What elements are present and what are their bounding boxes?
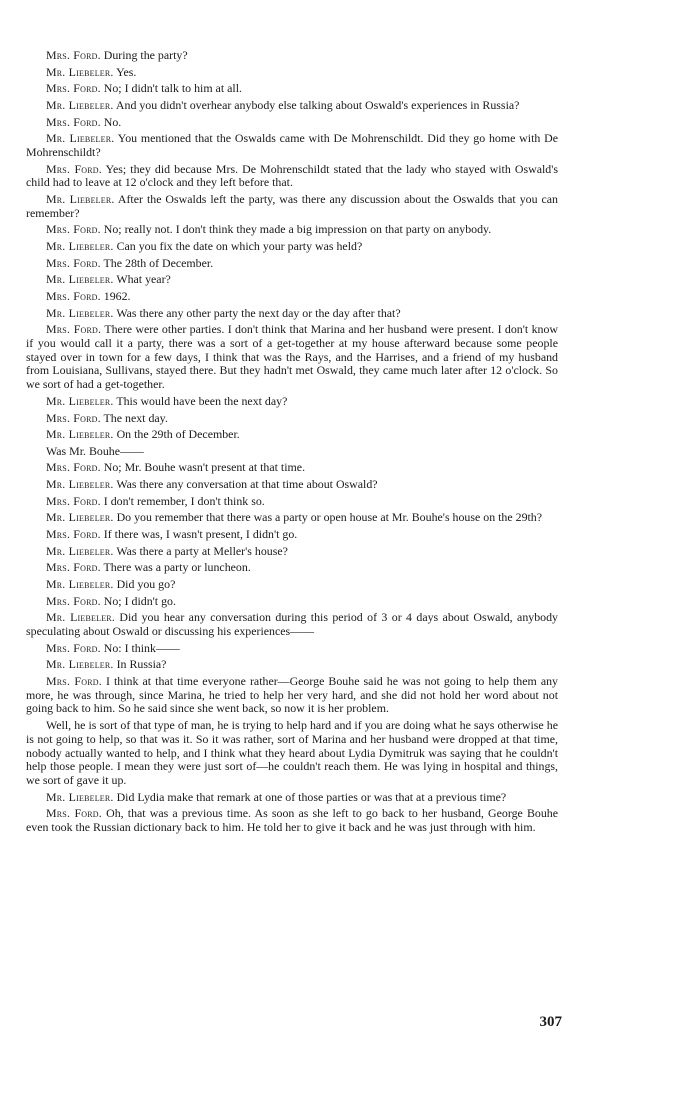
speech-text: After the Oswalds left the party, was there any discussion about the Oswalds that you can remember? xyxy=(26,191,558,220)
speech-text: Yes; they did because Mrs. De Mohrenschildt stated that the lady who stayed with Oswald's child had to leave at 12 o'clock and they left before that. xyxy=(26,161,559,190)
paragraph-28 xyxy=(26,595,558,609)
speech-text: And you didn't overhear anybody else talking about Oswald's experiences in Russia? xyxy=(115,97,520,112)
speaker-label: Mrs. Ford. xyxy=(46,322,102,337)
paragraph-31 xyxy=(26,658,558,672)
paragraph-1 xyxy=(26,49,558,63)
speaker-label: Mrs. Ford. xyxy=(46,493,101,508)
speech-text: No; I didn't talk to him at all. xyxy=(103,81,242,96)
paragraph-27 xyxy=(26,578,558,592)
speaker-label: Mrs. Ford. xyxy=(46,560,101,575)
paragraph-15 xyxy=(26,323,558,392)
speech-text: No; really not. I don't think they made a big impression on that party on anybody. xyxy=(103,222,492,237)
speech-text: Yes. xyxy=(116,64,137,79)
paragraph-21 xyxy=(26,478,558,492)
paragraph-7 xyxy=(26,163,558,191)
speech-text: Was Mr. Bouhe—— xyxy=(46,443,144,458)
speech-text: You mentioned that the Oswalds came with De Mohrenschildt. Did they go home with De Mohrenschildt? xyxy=(26,131,558,159)
speech-text: During the party? xyxy=(103,48,188,62)
speech-text: Well, he is sort of that type of man, he is trying to help hard and if you are doing what he says otherwise he is not going to help, so that was it. So it was rather, sort of Marina and her husband were dropped at that time, nobody actually wanted to help, and I think what they heard about Lydia Dymitruk was saying that he couldn't help those people. I mean they were just sort of—he couldn't reach them. He was lying in hospital and things, we sort of gave it up. xyxy=(26,718,558,787)
speech-text: There was a party or luncheon. xyxy=(103,560,251,575)
paragraph-6 xyxy=(26,132,558,160)
testimony-text xyxy=(26,49,558,838)
speaker-label: Mr. Liebeler. xyxy=(46,305,114,320)
speaker-label: Mr. Liebeler. xyxy=(46,393,114,408)
speaker-label: Mrs. Ford. xyxy=(46,526,101,541)
speech-text: No; I didn't go. xyxy=(103,593,176,608)
paragraph-25 xyxy=(26,545,558,559)
speaker-label: Mr. Liebeler. xyxy=(46,131,115,146)
speech-text: The next day. xyxy=(103,410,168,425)
speaker-label: Mrs. Ford. xyxy=(46,81,101,96)
speech-text: 1962. xyxy=(103,288,131,303)
speech-text: I don't remember, I don't think so. xyxy=(103,493,265,508)
paragraph-18 xyxy=(26,428,558,442)
speaker-label: Mr. Liebeler. xyxy=(46,576,114,591)
paragraph-34 xyxy=(26,791,558,805)
paragraph-33 xyxy=(26,719,558,788)
speech-text: Do you remember that there was a party or open house at Mr. Bouhe's house on the 29th? xyxy=(116,510,543,525)
speaker-label: Mrs. Ford. xyxy=(46,460,101,475)
paragraph-10 xyxy=(26,240,558,254)
speaker-label: Mr. Liebeler. xyxy=(46,510,114,525)
paragraph-9 xyxy=(26,223,558,237)
speech-text: Can you fix the date on which your party was held? xyxy=(116,239,363,254)
paragraph-35 xyxy=(26,807,558,835)
paragraph-5 xyxy=(26,116,558,130)
speech-text: If there was, I wasn't present, I didn't go. xyxy=(103,526,298,541)
speaker-label: Mrs. Ford. xyxy=(46,255,101,270)
paragraph-13 xyxy=(26,290,558,304)
speech-text: Did you hear any conversation during this period of 3 or 4 days about Oswald, anybody speculating about Oswald or discussing his experiences—— xyxy=(26,610,558,638)
paragraph-26 xyxy=(26,561,558,575)
paragraph-4 xyxy=(26,99,558,113)
paragraph-22 xyxy=(26,495,558,509)
speech-text: No; Mr. Bouhe wasn't present at that time. xyxy=(103,460,306,475)
speaker-label: Mr. Liebeler. xyxy=(46,477,114,492)
speaker-label: Mrs. Ford. xyxy=(46,114,101,129)
speaker-label: Mr. Liebeler. xyxy=(46,657,114,672)
paragraph-3 xyxy=(26,82,558,96)
speech-text: There were other parties. I don't think that Marina and her husband were present. I don't know if you would call it a party, there was a sort of a get-together at my house afterward because some people stayed over in town for a few days, I think that was the Rays, and the Harrises, and a friend of my husband from Louisiana, Sullivans, stayed there. But they hadn't met Oswald, they came much later after 12 o'clock. So we sort of had a get-together. xyxy=(26,322,558,392)
paragraph-20 xyxy=(26,461,558,475)
speaker-label: Mr. Liebeler. xyxy=(46,191,115,206)
paragraph-32 xyxy=(26,675,558,716)
speaker-label: Mr. Liebeler. xyxy=(46,272,114,287)
speech-text: Was there a party at Meller's house? xyxy=(116,543,288,558)
speech-text: No. xyxy=(103,114,122,129)
speech-text: I think at that time everyone rather—George Bouhe said he was not going to help them any more, he was through, since Marina, he tried to help her very hard, and she did not hold her word about not going back to him. So he said since she went back, so now it is her problem. xyxy=(26,673,558,716)
speech-text: Did Lydia make that remark at one of those parties or was that at a previous time? xyxy=(116,789,507,804)
speaker-label: Mr. Liebeler. xyxy=(46,239,114,254)
speech-text: On the 29th of December. xyxy=(116,427,240,442)
speech-text: Did you go? xyxy=(116,576,176,591)
paragraph-14 xyxy=(26,307,558,321)
speaker-label: Mrs. Ford. xyxy=(46,161,102,176)
speaker-label: Mrs. Ford. xyxy=(46,222,101,237)
speaker-label: Mr. Liebeler. xyxy=(46,97,114,112)
speaker-label: Mrs. Ford. xyxy=(46,410,101,425)
paragraph-29 xyxy=(26,611,558,639)
speaker-label: Mr. Liebeler. xyxy=(46,789,114,804)
speaker-label: Mrs. Ford. xyxy=(46,806,102,821)
speech-text: This would have been the next day? xyxy=(116,393,288,408)
speaker-label: Mr. Liebeler. xyxy=(46,543,114,558)
page-number: 307 xyxy=(539,1014,562,1030)
speech-text: No: I think—— xyxy=(103,640,180,655)
speaker-label: Mrs. Ford. xyxy=(46,673,102,688)
paragraph-16 xyxy=(26,395,558,409)
speaker-label: Mr. Liebeler. xyxy=(46,64,114,79)
paragraph-11 xyxy=(26,257,558,271)
speaker-label: Mr. Liebeler. xyxy=(46,427,114,442)
speech-text: Was there any conversation at that time about Oswald? xyxy=(116,477,378,492)
paragraph-8 xyxy=(26,193,558,221)
speech-text: What year? xyxy=(116,272,171,287)
speaker-label: Mrs. Ford. xyxy=(46,593,101,608)
paragraph-24 xyxy=(26,528,558,542)
paragraph-23 xyxy=(26,511,558,525)
speaker-label: Mrs. Ford. xyxy=(46,640,101,655)
speech-text: Oh, that was a previous time. As soon as she left to go back to her husband, George Bouhe even took the Russian dictionary back to him. He told her to give it back and he was just through with him. xyxy=(26,806,559,835)
speaker-label: Mr. Liebeler. xyxy=(46,610,115,625)
speaker-label: Mrs. Ford. xyxy=(46,288,101,303)
paragraph-19 xyxy=(26,445,558,459)
speech-text: The 28th of December. xyxy=(103,255,214,270)
paragraph-12 xyxy=(26,273,558,287)
speech-text: Was there any other party the next day or the day after that? xyxy=(116,305,401,320)
speaker-label: Mrs. Ford. xyxy=(46,48,101,62)
paragraph-30 xyxy=(26,642,558,656)
paragraph-2 xyxy=(26,66,558,80)
speech-text: In Russia? xyxy=(116,657,167,672)
paragraph-17 xyxy=(26,412,558,426)
